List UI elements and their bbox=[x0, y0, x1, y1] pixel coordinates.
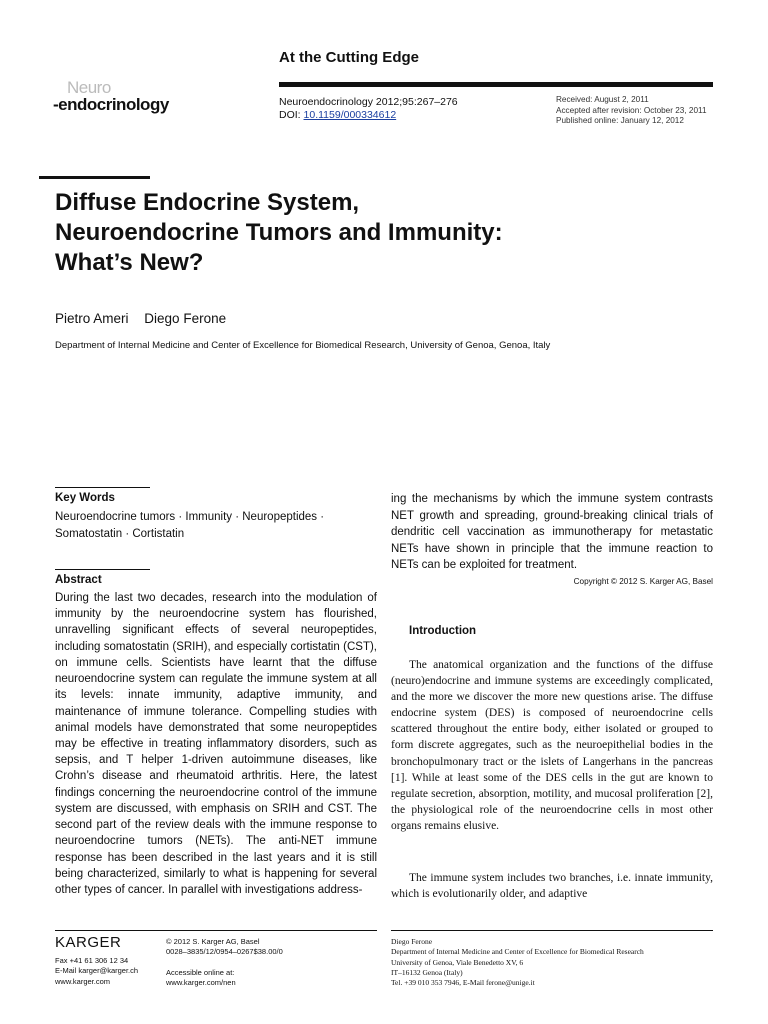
publisher-logo: KARGER bbox=[55, 934, 122, 951]
footer-rule-right bbox=[391, 930, 713, 931]
copyright-line: © 2012 S. Karger AG, Basel bbox=[166, 937, 260, 946]
keywords-text: Neuroendocrine tumors · Immunity · Neuropeptides · Somatostatin · Cortistatin bbox=[55, 511, 325, 540]
affiliation: Department of Internal Medicine and Center of Excellence for Biomedical Research, University of Genoa, Genoa, Italy bbox=[55, 340, 551, 351]
introduction-paragraph: The immune system includes two branches, i.e. innate immunity, which is evolutionarily older, and adaptive bbox=[391, 872, 713, 901]
introduction-paragraph: The anatomical organization and the functions of the diffuse (neuro)endocrine and immune systems are exceedingly complicated, and the more we discover the more new questions arise. The diffuse endocrine system (DES) is composed of neuroendocrine cells scattered throughout the entire body, either isolated or grouped to form discrete aggregates, such as the neuroepithelial bodies in the bronchopulmonary tract or the islets of Langerhans in the pancreas [1]. While at least some of the DES cells in the gut are known to regulate secretion, absorption, motility, and mucosal proliferation [2], the physiological role of the neuroendocrine cells in most other organs remains elusive. bbox=[391, 659, 713, 832]
corr-city: IT–16132 Genoa (Italy) bbox=[391, 967, 463, 977]
published-date: Published online: January 12, 2012 bbox=[556, 116, 684, 125]
abstract-text-right: ing the mechanisms by which the immune system contrasts NET growth and spreading, ground-breaking clinical trials of dendritic cell vaccination as immunotherapy for metastatic NETs have shown in principle that the immune reaction to NETs can be exploited for treatment. bbox=[391, 493, 713, 571]
title-line: Diffuse Endocrine System, bbox=[55, 189, 360, 216]
title-rule bbox=[39, 176, 150, 179]
abstract-rule bbox=[55, 569, 150, 570]
corr-address: University of Genoa, Viale Benedetto XV, 6 bbox=[391, 957, 524, 967]
keywords-heading: Key Words bbox=[55, 492, 115, 504]
doi-line bbox=[279, 109, 458, 122]
title-line: Neuroendocrine Tumors and Immunity: bbox=[55, 219, 503, 246]
journal-citation: Neuroendocrinology 2012;95:267–276 bbox=[279, 96, 458, 108]
doi-label: DOI: bbox=[279, 109, 304, 121]
section-label: At the Cutting Edge bbox=[279, 49, 419, 66]
abstract-heading: Abstract bbox=[55, 574, 102, 586]
correspondence bbox=[391, 937, 644, 988]
issn-line: 0028–3835/12/0954–0267$38.00/0 bbox=[166, 947, 283, 957]
author-list bbox=[55, 311, 238, 326]
author-name: Diego Ferone bbox=[144, 311, 227, 326]
publisher-copyright bbox=[166, 937, 283, 958]
publisher-fax: Fax +41 61 306 12 34 bbox=[55, 956, 129, 965]
online-access bbox=[166, 968, 236, 989]
keywords-rule bbox=[55, 487, 150, 488]
publisher-website[interactable]: www.karger.com bbox=[55, 976, 111, 986]
corr-name: Diego Ferone bbox=[391, 937, 433, 946]
footer-rule-left bbox=[55, 930, 377, 931]
access-label: Accessible online at: bbox=[166, 968, 235, 977]
journal-reference bbox=[279, 96, 458, 122]
abstract-text-left: During the last two decades, research into the modulation of immunity by the neuroendocrine system has flourished, unravelling significant effects of several neuropeptides, including somatostatin (SRIH), and especially cortistatin (CST), on immune cells. Scientists have learnt that the diffuse neuroendocrine system can regulate the immune system at all its levels: innate immunity, adaptive immunity, and maintenance of immune tolerance. Compelling studies with animal models have demonstrated that some neuropeptides may be effective in treating inflammatory disorders, such as sepsis, and T helper 1-driven autoimmune diseases, like Crohn’s disease and rheumatoid arthritis. Here, the latest findings concerning the neuroendocrine control of the immune system are discussed, with emphasis on SRIH and CST. The second part of the review deals with the immune response to neuroendocrine tumors (NETs). The anti-NET immune response has been described in the last years and it is still being characterized, similarly to what is happening for several other types of cancer. In parallel with investigations address- bbox=[55, 592, 377, 896]
introduction-heading: Introduction bbox=[409, 625, 477, 637]
author-name: Pietro Ameri bbox=[55, 311, 129, 326]
corr-contact: Tel. +39 010 353 7946, E-Mail ferone@unige.it bbox=[391, 978, 535, 988]
article-title bbox=[55, 188, 695, 278]
corr-dept: Department of Internal Medicine and Center of Excellence for Biomedical Research bbox=[391, 947, 644, 957]
journal-logo bbox=[53, 79, 169, 114]
publisher-email[interactable]: E-Mail karger@karger.ch bbox=[55, 966, 139, 976]
publication-dates bbox=[556, 95, 707, 127]
header-rule bbox=[279, 82, 713, 87]
publisher-contact bbox=[55, 956, 138, 987]
logo-bottom-text: -endocrinology bbox=[53, 95, 169, 114]
received-date: Received: August 2, 2011 bbox=[556, 95, 649, 104]
title-line: What’s New? bbox=[55, 249, 204, 276]
access-url[interactable]: www.karger.com/nen bbox=[166, 978, 236, 988]
doi-link[interactable]: 10.1159/000334612 bbox=[303, 109, 397, 121]
accepted-date: Accepted after revision: October 23, 2011 bbox=[556, 105, 707, 115]
copyright-notice: Copyright © 2012 S. Karger AG, Basel bbox=[573, 577, 713, 586]
logo-top-text: Neuro bbox=[67, 78, 111, 97]
